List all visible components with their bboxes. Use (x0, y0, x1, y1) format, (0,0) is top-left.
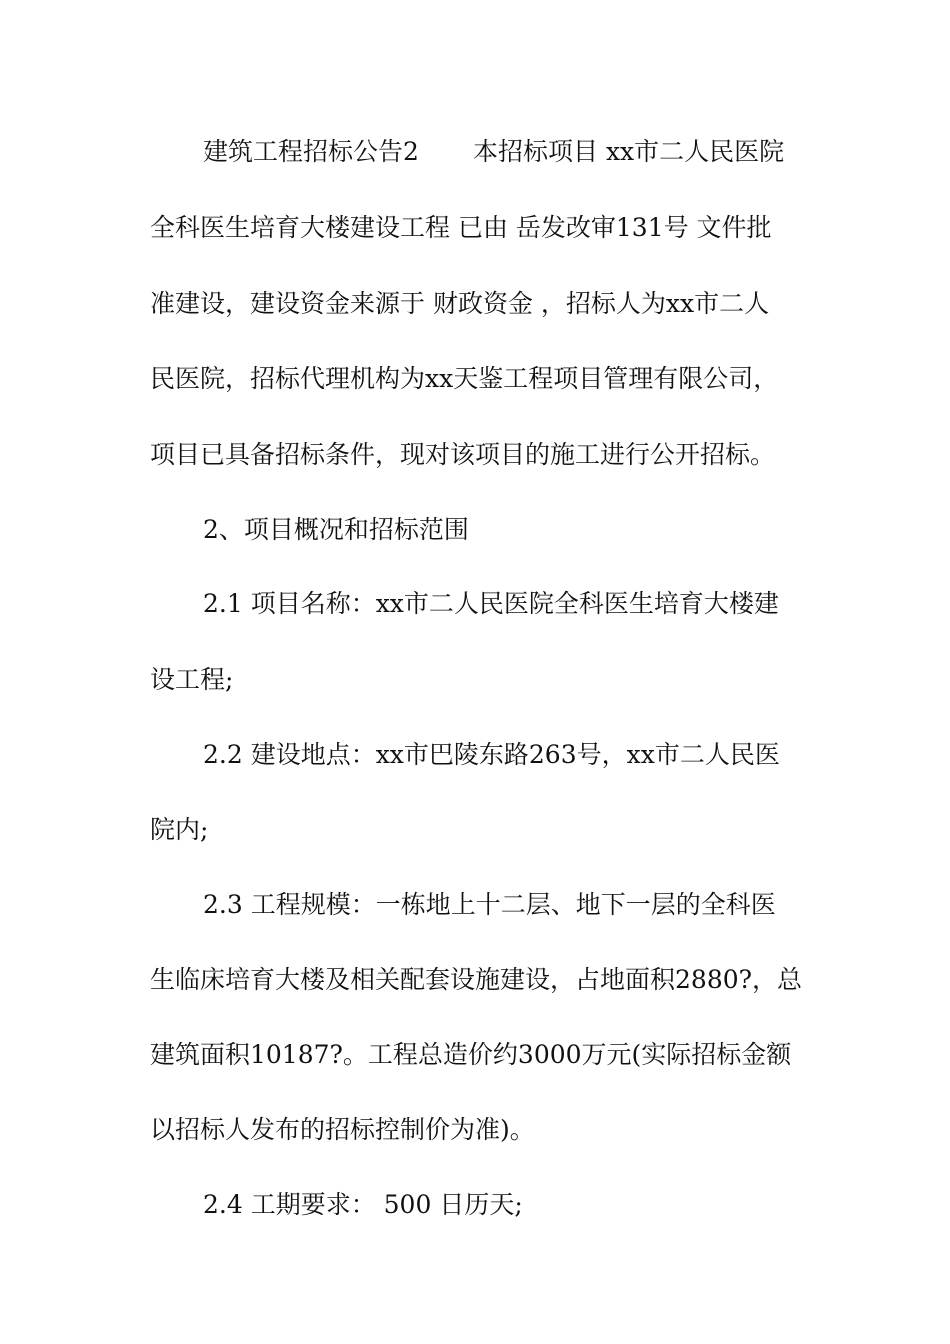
text-line (0, 208, 950, 248)
paragraph-text: 建筑面积10187?。工程总造价约3000万元(实际招标金额 (150, 1040, 792, 1069)
paragraph-text: 2.3 工程规模：一栋地上十二层、地下一层的全科医 (203, 890, 776, 919)
paragraph-text: 民医院，招标代理机构为xx天鉴工程项目管理有限公司， (150, 364, 779, 393)
paragraph-text: 全科医生培育大楼建设工程 已由 岳发改审131号 文件批 (150, 213, 772, 242)
paragraph-text: 2.4 工期要求： 500 日历天; (203, 1190, 523, 1219)
text-line (0, 1110, 950, 1150)
text-line (0, 660, 950, 700)
text-line (0, 435, 950, 475)
text-line (0, 810, 950, 850)
text-line (0, 510, 950, 550)
paragraph-text: 院内; (150, 815, 209, 844)
text-line (0, 885, 950, 925)
text-line (0, 132, 950, 172)
text-line (0, 359, 950, 399)
text-line (0, 1185, 950, 1225)
paragraph-text: 生临床培育大楼及相关配套设施建设，占地面积2880?，总 (150, 965, 803, 994)
text-line (0, 960, 950, 1000)
paragraph-text: 设工程; (150, 665, 234, 694)
text-line (0, 284, 950, 324)
document-title: 建筑工程招标公告2 (203, 137, 419, 166)
paragraph-text: 2.1 项目名称：xx市二人民医院全科医生培育大楼建 (203, 589, 779, 618)
paragraph-text: 以招标人发布的招标控制价为准)。 (150, 1115, 535, 1144)
paragraph-text: 2.2 建设地点：xx市巴陵东路263号，xx市二人民医 (203, 740, 780, 769)
paragraph-text: 项目已具备招标条件，现对该项目的施工进行公开招标。 (150, 440, 776, 469)
text-line (0, 735, 950, 775)
section-heading: 2、项目概况和招标范围 (203, 515, 469, 544)
paragraph-text: 准建设，建设资金来源于 财政资金 ，招标人为xx市二人 (150, 289, 770, 318)
text-line (0, 1035, 950, 1075)
text-line (0, 584, 950, 624)
paragraph-text: 本招标项目 xx市二人民医院 (473, 137, 785, 166)
